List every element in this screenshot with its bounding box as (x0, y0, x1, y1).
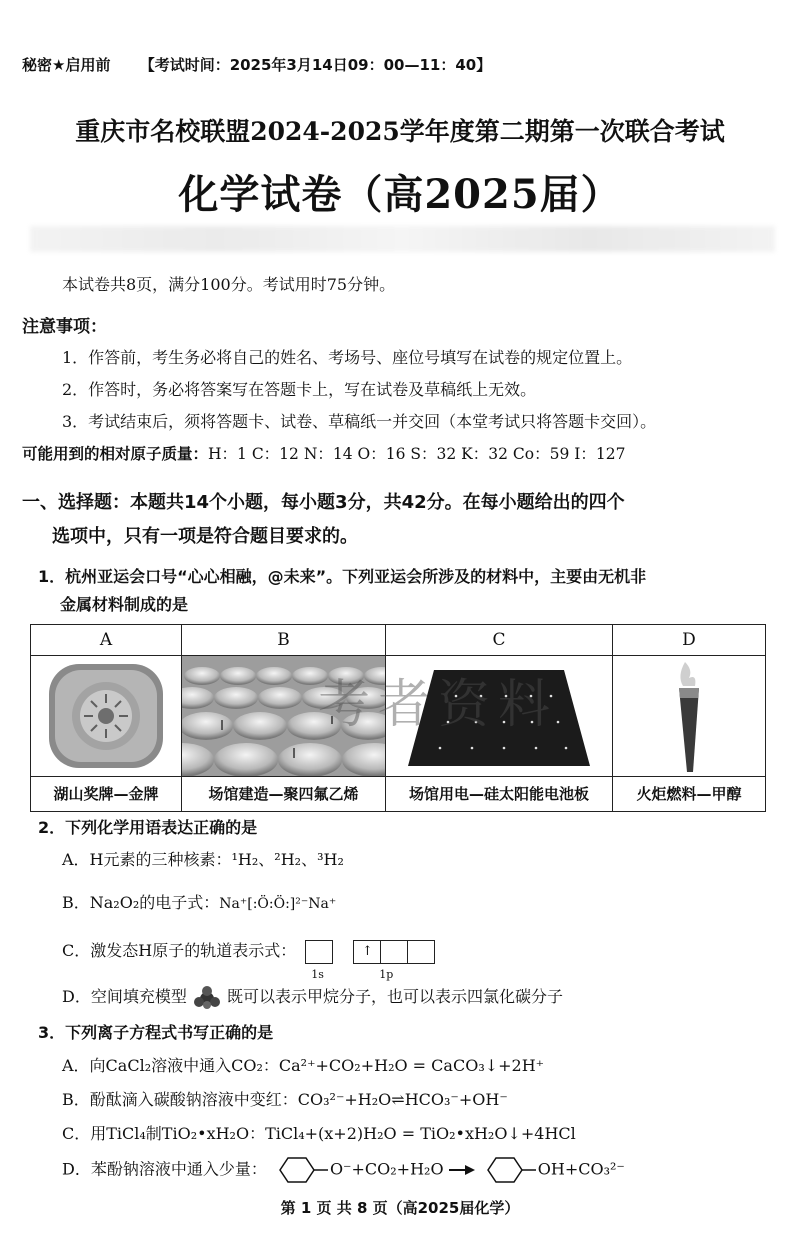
option-formula: ¹H₂、²H₂、³H₂ (231, 850, 344, 869)
question-3-option-a: A．向CaCl₂溶液中通入CO₂：Ca²⁺+CO₂+H₂O = CaCO₃↓+2H⁺ (62, 1056, 545, 1075)
option-a-cell (31, 625, 182, 811)
section-line: 选项中，只有一项是符合题目要求的。 (52, 526, 358, 547)
orbital-box-1p (381, 940, 408, 964)
option-text: C．激发态H原子的轨道表示式： (62, 941, 297, 960)
orbital-box-1p-up: ↑ (353, 940, 381, 964)
orbital-label-1p: 1p (379, 967, 394, 981)
exam-time: 【考试时间：2025年3月14日09：00—11：40】 (139, 56, 492, 74)
option-formula: O⁻+CO₂+H₂O (329, 1159, 444, 1179)
masses-values: H：1 C：12 N：14 O：16 S：32 K：32 Co：59 I：127 (208, 445, 626, 463)
orbital-box-1s (305, 940, 333, 964)
header-line (22, 54, 515, 75)
option-text: 既可以表示甲烷分子，也可以表示四氯化碳分子 (227, 987, 564, 1006)
section-line: 一、选择题：本题共14个小题，每小题3分，共42分。在每小题给出的四个 (22, 492, 625, 513)
notes-heading: 注意事项： (22, 317, 107, 337)
space-filling-model-icon (192, 986, 222, 1010)
note-item: 2．作答时，务必将答案写在答题卡上，写在试卷及草稿纸上无效。 (62, 380, 537, 399)
watermark: 考者资料 (318, 675, 559, 735)
note-item: 3．考试结束后，须将答题卡、试卷、草稿纸一并交回（本堂考试只将答题卡交回）。 (62, 412, 657, 431)
intro-text: 本试卷共8页，满分100分。考试用时75分钟。 (62, 275, 396, 294)
benzene-ring-icon (272, 1155, 330, 1185)
blurred-strip (30, 226, 775, 252)
option-formula: OH+CO₃²⁻ (537, 1159, 625, 1179)
question-2-option-d (62, 984, 563, 1010)
benzene-ring-icon (480, 1155, 538, 1185)
option-caption: 场馆建造—聚四氟乙烯 (208, 785, 359, 803)
option-text: A．H元素的三种核素： (62, 850, 232, 869)
option-formula: Na⁺[:Ö:Ö:]²⁻Na⁺ (219, 896, 337, 912)
orbital-box-1p (408, 940, 435, 964)
option-d-cell (613, 625, 765, 811)
atomic-masses (22, 442, 625, 464)
question-3-option-c: C．用TiCl₄制TiO₂•xH₂O：TiCl₄+(x+2)H₂O = TiO₂•xH₂O↓+4HCl (62, 1124, 576, 1143)
torch-image (613, 656, 765, 777)
orbital-diagram (305, 940, 435, 981)
question-2-option-b (62, 890, 336, 913)
option-letter: B (182, 625, 385, 656)
reaction-arrow-icon (449, 1163, 475, 1177)
subject-title: 化学试卷（高2025届） (178, 171, 622, 218)
question-2-option-a (62, 847, 344, 870)
section-heading (22, 486, 782, 554)
exam-title: 重庆市名校联盟2024-2025学年度第二期第一次联合考试 (75, 117, 725, 146)
question-1 (38, 563, 646, 619)
masses-label: 可能用到的相对原子质量： (22, 445, 209, 463)
option-caption: 场馆用电—硅太阳能电池板 (408, 785, 589, 803)
orbital-label-1s: 1s (311, 967, 324, 981)
option-letter: D (613, 625, 765, 656)
option-letter: A (31, 625, 181, 656)
note-item: 1．作答前，考生务必将自己的姓名、考场号、座位号填写在试卷的规定位置上。 (62, 348, 633, 367)
question-2-option-c (62, 938, 435, 981)
option-caption: 火炬燃料—甲醇 (636, 785, 742, 803)
question-1-line: 1．杭州亚运会口号“心心相融，@未来”。下列亚运会所涉及的材料中，主要由无机非 (38, 567, 647, 586)
question-2-title: 2．下列化学用语表达正确的是 (38, 818, 258, 837)
secret-label: 秘密★启用前 (22, 56, 111, 74)
medal-image (31, 656, 181, 777)
option-text: D．空间填充模型 (62, 987, 187, 1006)
question-3-title: 3．下列离子方程式书写正确的是 (38, 1023, 274, 1042)
question-3-option-b: B．酚酞滴入碳酸钠溶液中变红：CO₃²⁻+H₂O⇌HCO₃⁻+OH⁻ (62, 1090, 508, 1109)
option-letter: C (386, 625, 612, 656)
option-text: D．苯酚钠溶液中通入少量： (62, 1159, 267, 1179)
page-footer: 第 1 页 共 8 页（高2025届化学） (280, 1199, 520, 1217)
option-text: B．Na₂O₂的电子式： (62, 893, 220, 912)
option-caption: 湖山奖牌—金牌 (53, 785, 159, 803)
question-1-line: 金属材料制成的是 (60, 595, 189, 614)
question-3-option-d (62, 1155, 625, 1185)
